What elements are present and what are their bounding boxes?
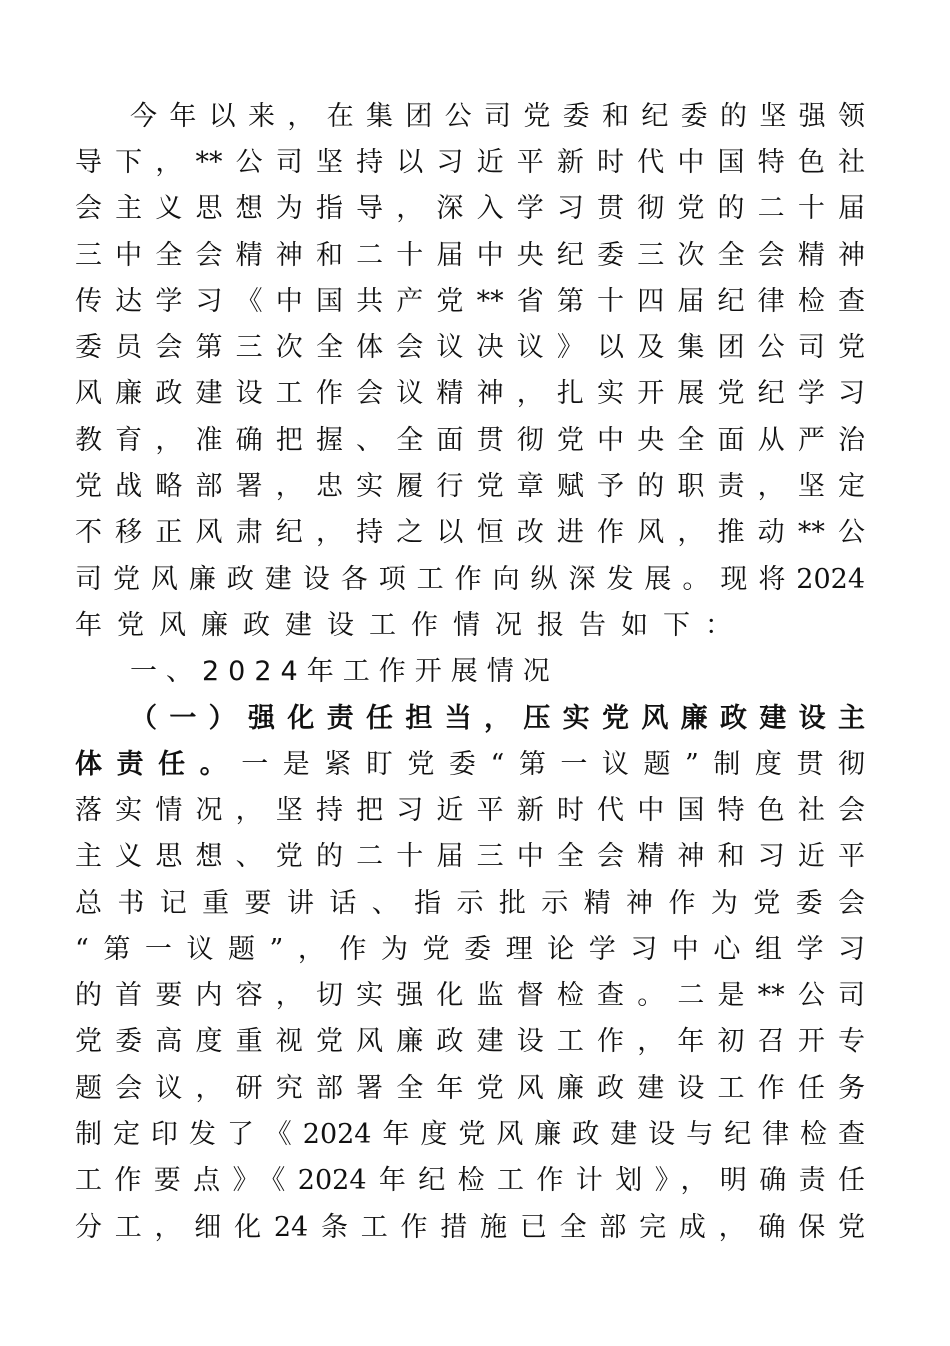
paragraph-line: 不移正风肃纪，持之以恒改进作风，推动**公 [75, 517, 865, 548]
sub-heading-line [75, 745, 865, 785]
paragraph-line: 总书记重要讲话、指示批示精神作为党委会 [75, 888, 865, 919]
sub-heading-line: （一）强化责任担当，压实党风廉政建设主 [130, 703, 865, 734]
paragraph-line: 党委高度重视党风廉政建设工作，年初召开专 [75, 1026, 865, 1057]
paragraph-line: 主义思想、党的二十届三中全会精神和习近平 [75, 841, 865, 872]
paragraph-line: 传达学习《中国共产党**省第十四届纪律检查 [75, 286, 865, 317]
paragraph-line: 工作要点》《2024年纪检工作计划》，明确责任 [75, 1165, 865, 1196]
paragraph-line: 司党风廉政建设各项工作向纵深发展。现将2024 [75, 564, 865, 595]
section-heading: 一、2024年工作开展情况 [130, 656, 559, 687]
paragraph-line: 党战略部署，忠实履行党章赋予的职责，坚定 [75, 471, 865, 502]
paragraph-line: 会主义思想为指导，深入学习贯彻党的二十届 [75, 193, 865, 224]
paragraph-line: 的首要内容，切实强化监督检查。二是**公司 [75, 980, 865, 1011]
paragraph-line: 制定印发了《2024年度党风廉政建设与纪律检查 [75, 1119, 865, 1150]
paragraph-line: 三中全会精神和二十届中央纪委三次全会精神 [75, 240, 865, 271]
paragraph-line: 今年以来，在集团公司党委和纪委的坚强领 [130, 101, 865, 132]
sub-heading-bold-text: 体责任。 [75, 749, 242, 780]
paragraph-line: 导下，**公司坚持以习近平新时代中国特色社 [75, 147, 865, 178]
paragraph-line: 委员会第三次全体会议决议》以及集团公司党 [75, 332, 865, 363]
paragraph-line: 题会议，研究部署全年党风廉政建设工作任务 [75, 1073, 865, 1104]
paragraph-line: 落实情况，坚持把习近平新时代中国特色社会 [75, 795, 865, 826]
paragraph-line: “第一议题”，作为党委理论学习中心组学习 [75, 934, 865, 965]
paragraph-line: 教育，准确把握、全面贯彻党中央全面从严治 [75, 425, 865, 456]
sub-heading-rest-text: 一是紧盯党委“第一议题”制度贯彻 [241, 749, 865, 780]
paragraph-line: 年党风廉政建设工作情况报告如下： [75, 610, 747, 641]
paragraph-line: 分工，细化24条工作措施已全部完成，确保党 [75, 1212, 865, 1243]
paragraph-line: 风廉政建设工作会议精神，扎实开展党纪学习 [75, 378, 865, 409]
